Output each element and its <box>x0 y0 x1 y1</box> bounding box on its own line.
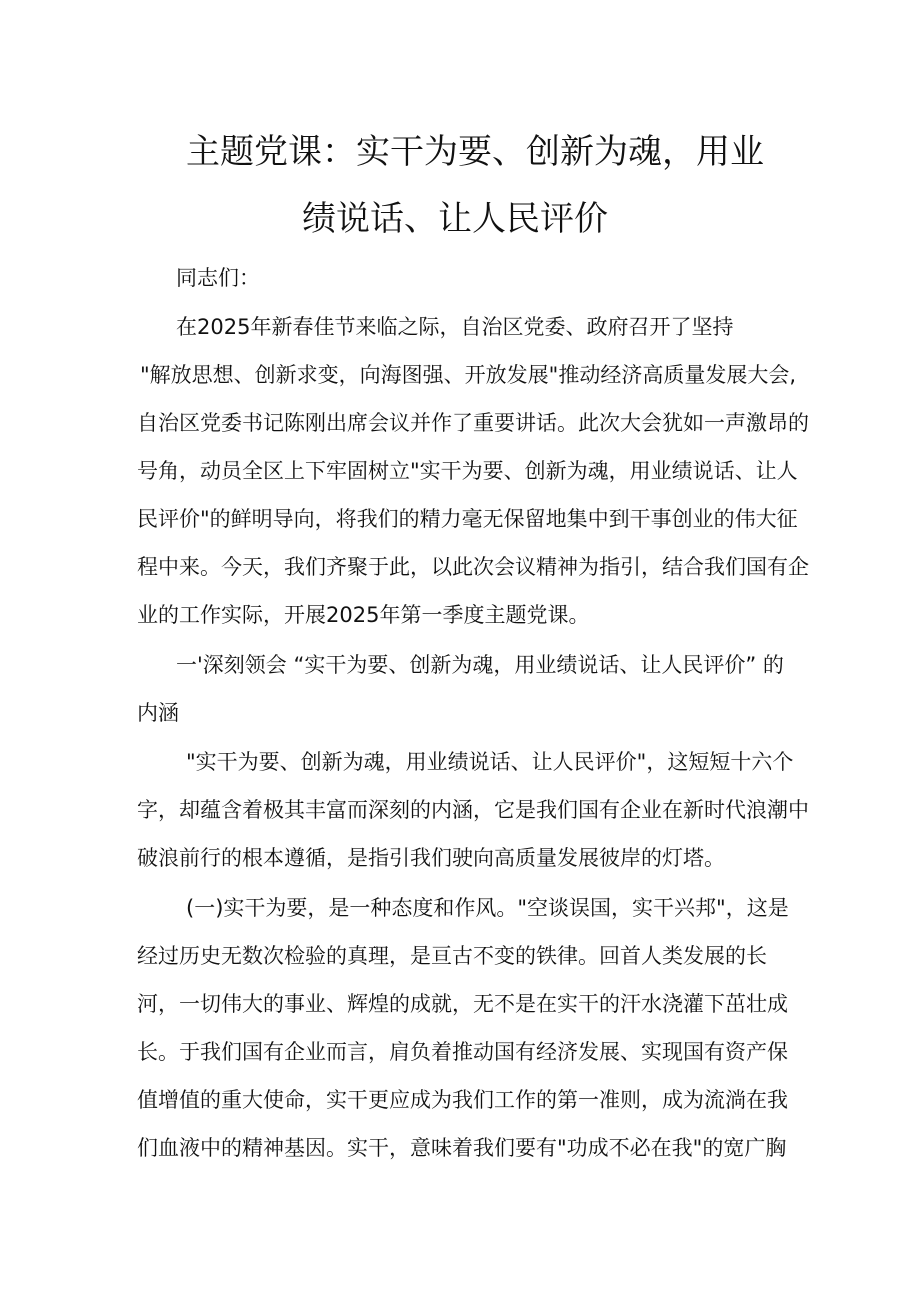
paragraph-line: 破浪前行的根本遵循，是指引我们驶向高质量发展彼岸的灯塔。 <box>137 846 725 870</box>
paragraph-line: 号角，动员全区上下牢固树立"实干为要、创新为魂，用业绩说话、让人 <box>137 459 798 483</box>
document-title-line-1: 主题党课：实干为要、创新为魂，用业 <box>186 132 764 172</box>
paragraph-line: "解放思想、创新求变，向海图强、开放发展"推动经济高质量发展大会, <box>140 363 796 387</box>
paragraph-line: 业的工作实际，开展2025年第一季度主题党课。 <box>137 603 590 627</box>
paragraph-line: 河，一切伟大的事业、辉煌的成就，无不是在实干的汗水浇灌下茁壮成 <box>137 992 788 1016</box>
paragraph-line: 程中来。今天，我们齐聚于此，以此次会议精神为指引，结合我们国有企 <box>137 555 809 579</box>
paragraph-line: 字，却蕴含着极其丰富而深刻的内涵，它是我们国有企业在新时代浪潮中 <box>137 798 809 822</box>
paragraph-line: 经过历史无数次检验的真理，是亘古不变的铁律。回首人类发展的长 <box>137 944 767 968</box>
paragraph-line: (一)实干为要，是一种态度和作风。"空谈误国，实干兴邦"，这是 <box>186 896 789 920</box>
section-heading-line: 内涵 <box>137 701 179 725</box>
paragraph-line: 自治区党委书记陈刚出席会议并作了重要讲话。此次大会犹如一声激昂的 <box>137 411 809 435</box>
paragraph-line: "实干为要、创新为魂，用业绩说话、让人民评价"，这短短十六个 <box>186 750 794 774</box>
paragraph-line: 值增值的重大使命，实干更应成为我们工作的第一准则，成为流淌在我 <box>137 1088 788 1112</box>
document-title-line-2: 绩说话、让人民评价 <box>302 199 608 239</box>
salutation: 同志们： <box>176 266 260 290</box>
paragraph-line: 长。于我们国有企业而言，肩负着推动国有经济发展、实现国有资产保 <box>137 1040 788 1064</box>
paragraph-line: 们血液中的精神基因。实干，意味着我们要有"功成不必在我"的宽广胸 <box>137 1136 787 1160</box>
section-heading-line: 一'深刻领会 “实干为要、创新为魂，用业绩说话、让人民评价” 的 <box>176 653 784 677</box>
paragraph-line: 在2025年新春佳节来临之际，自治区党委、政府召开了坚持 <box>176 315 734 339</box>
paragraph-line: 民评价"的鲜明导向，将我们的精力毫无保留地集中到干事创业的伟大征 <box>137 507 798 531</box>
